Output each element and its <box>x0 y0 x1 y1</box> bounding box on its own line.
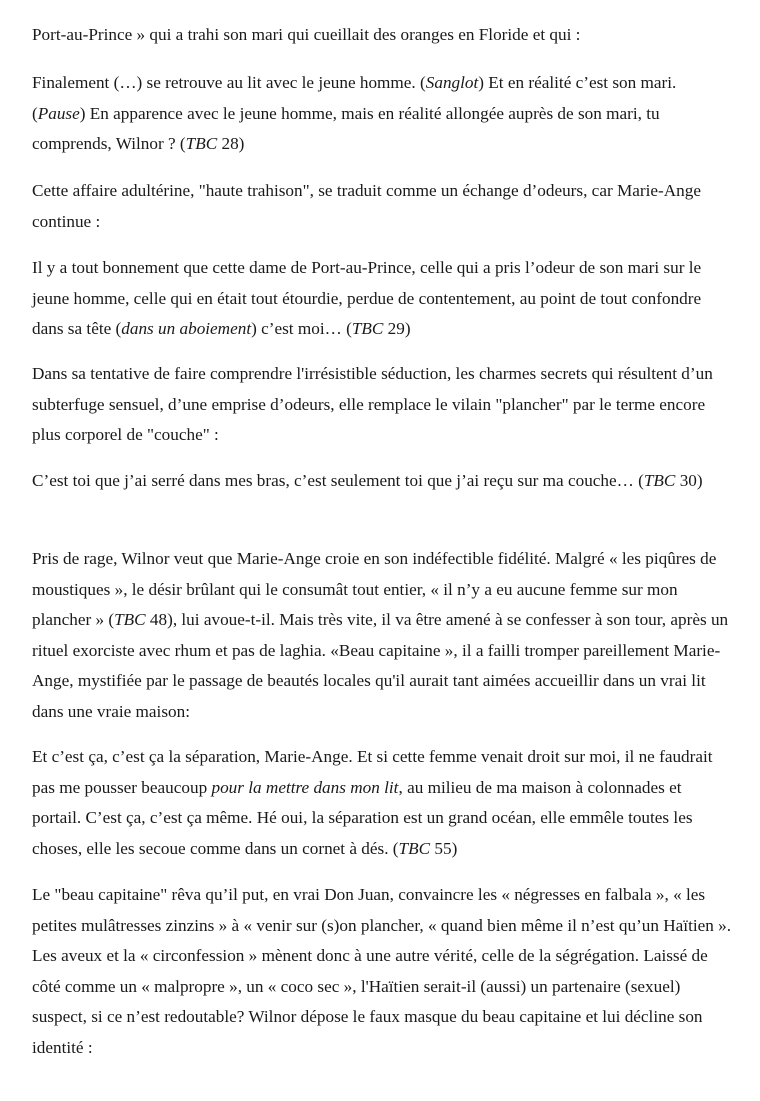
italic-text-run: pour la mettre dans mon lit <box>211 777 399 797</box>
text-run: C’est toi que j’ai serré dans mes bras, c’est seulement toi que j’ai reçu sur ma couche… ( <box>32 471 644 490</box>
italic-text-run: TBC <box>398 838 431 858</box>
text-run: ) Et en réalité c’est son mari. ( <box>32 73 677 123</box>
text-run: ) En apparence avec le jeune homme, mais en réalité allongée auprès de son mari, tu comprends, Wilnor ? ( <box>32 103 660 153</box>
text-run: ) c’est moi… ( <box>251 319 352 338</box>
paragraph-4-quote <box>32 253 732 345</box>
text-run: Finalement (…) se retrouve au lit avec le jeune homme. ( <box>32 73 426 92</box>
paragraph-8-quote <box>32 742 732 864</box>
italic-text-run: TBC <box>114 610 146 629</box>
italic-text-run: dans un aboiement <box>121 319 252 338</box>
text-run: 55) <box>430 838 458 858</box>
text-run: Et c’est ça, c’est ça la séparation, Marie-Ange. Et si cette femme venait droit sur moi, il ne faudrait pas me pousser beaucoup <box>32 747 713 797</box>
text-run: Port-au-Prince » qui a trahi son mari qui cueillait des oranges en Floride et qui : <box>32 25 581 44</box>
text-run: Il y a tout bonnement que cette dame de Port-au-Prince, celle qui a pris l’odeur de son mari sur le jeune homme, celle qui en était tout étourdie, perdue de contentement, au point de tout confondre dans sa tête ( <box>32 258 702 338</box>
paragraph-6-quote <box>32 466 732 497</box>
italic-text-run: TBC <box>643 471 676 490</box>
paragraph-7 <box>32 544 732 727</box>
paragraph-2-quote <box>32 68 732 160</box>
text-run: Dans sa tentative de faire comprendre l'irrésistible séduction, les charmes secrets qui résultent d’un subterfuge sensuel, d’une emprise d’odeurs, elle remplace le vilain "plancher" par le terme encore plus corporel de "couche" : <box>32 364 713 444</box>
text-run: 29) <box>383 319 411 338</box>
text-run: Le "beau capitaine" rêva qu’il put, en vrai Don Juan, convaincre les « négresses en falbala », « les petites mulâtresses zinzins » à « venir sur (s)on plancher, « quand bien même il n’est qu’un Haïtien ». Les aveux et la « circonfession » mènent donc à une autre vérité, celle de la ségrégation. Laissé de côté comme un « malpropre », un « coco sec », l'Haïtien serait-il (aussi) un partenaire (sexuel) suspect, si ce n’est redoutable? Wilnor dépose le faux masque du beau capitaine et lui décline son identité : <box>32 885 732 1057</box>
italic-text-run: TBC <box>185 134 218 153</box>
text-run: 30) <box>675 471 703 490</box>
italic-text-run: Pause <box>37 103 80 123</box>
paragraph-9 <box>32 880 732 1063</box>
paragraph-3 <box>32 176 732 237</box>
paragraph-1 <box>32 20 732 51</box>
text-run: Cette affaire adultérine, "haute trahison", se traduit comme un échange d’odeurs, car Marie-Ange continue : <box>32 181 701 231</box>
text-run: 48), lui avoue-t-il. Mais très vite, il va être amené à se confesser à son tour, après un rituel exorciste avec rhum et pas de laghia. «Beau capitaine », il a failli tromper pareillement Marie-Ange, mystifiée par le passage de beautés locales qu'il aurait tant aimées accueillir dans un vrai lit dans une vraie maison: <box>32 610 729 721</box>
paragraph-5 <box>32 359 732 451</box>
text-run: Pris de rage, Wilnor veut que Marie-Ange croie en son indéfectible fidélité. Malgré « les piqûres de moustiques », le désir brûlant qui le consumât tout entier, « il n’y a eu aucune femme sur mon plancher » ( <box>32 549 717 629</box>
italic-text-run: Sanglot <box>425 73 479 92</box>
text-run: 28) <box>217 134 245 153</box>
text-run: , au milieu de ma maison à colonnades et portail. C’est ça, c’est ça même. Hé oui, la séparation est un grand océan, elle emmêle toutes les choses, elle les secoue comme dans un cornet à dés. ( <box>32 777 693 858</box>
italic-text-run: TBC <box>351 319 384 338</box>
